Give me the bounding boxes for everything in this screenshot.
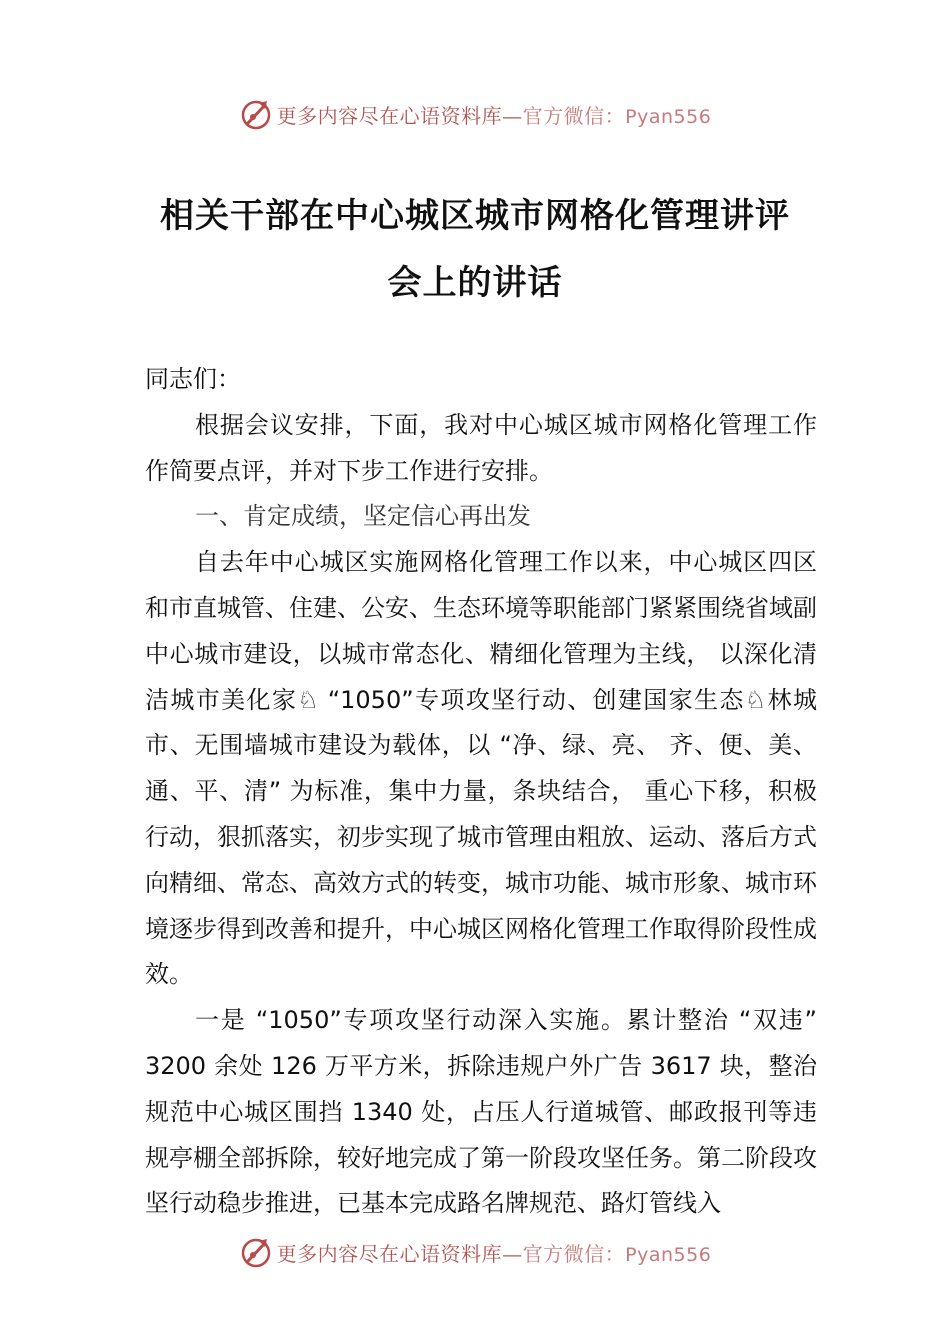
banner-dash: —: [502, 103, 523, 128]
banner-wechat-label: 官方微信：: [522, 103, 626, 128]
banner-text: [277, 1238, 712, 1267]
banner-wechat-label: 官方微信：: [522, 1241, 626, 1266]
banner-wechat-id: Pyan556: [625, 1243, 712, 1266]
banner-text: [277, 100, 712, 129]
salutation: 同志们：: [145, 365, 241, 393]
banner-dash: —: [502, 1241, 523, 1266]
paragraph-achievements: 自去年中心城区实施网格化管理工作以来，中心城区四区和市直城管、住建、公安、生态环境等职能部门紧紧围绕省域副中心城市建设，以城市常态化、精细化管理为主线， 以深化清洁城市美化家♘ “1050”专项攻坚行动、创建国家生态♘林城市、无围墙城市建设为载体，以 “净、绿、亮、 齐、便、美、通、平、清” 为标准，集中力量，条块结合， 重心下移，积极行动，狠抓落实，初步实现了城市管理由粗放、运动、落后方式向精细、常态、高效方式的转变，城市功能、城市形象、城市环境逐步得到改善和提升，中心城区网格化管理工作取得阶段性成效。: [145, 548, 817, 989]
brand-logo-icon: [239, 97, 273, 131]
banner-wechat-id: Pyan556: [625, 105, 712, 128]
document-title-line2: 会上的讲话: [387, 263, 563, 303]
banner-main-text: 更多内容尽在心语资料库: [276, 103, 503, 128]
section-heading-1: 一、肯定成绩，坚定信心再出发: [195, 502, 531, 531]
paragraph-1050-action: 一是 “1050”专项攻坚行动深入实施。累计整治 “双违” 3200 余处 126 万平方米，拆除违规户外广告 3617 块，整治规范中心城区围挡 1340 处，占压人行道城管、邮政报刊等违规亭棚全部拆除，较好地完成了第一阶段攻坚任务。第二阶段攻坚行动稳步推进，已基本完成路名牌规范、路灯管线入: [145, 1006, 817, 1218]
header-banner: [0, 94, 950, 134]
paragraph-intro: 根据会议安排，下面，我对中心城区城市网格化管理工作作简要点评，并对下步工作进行安排。: [145, 410, 817, 485]
brand-logo-icon: [239, 1235, 273, 1269]
document-body: [145, 357, 817, 1227]
banner-main-text: 更多内容尽在心语资料库: [276, 1241, 503, 1266]
footer-banner: [0, 1232, 950, 1272]
document-title-line1: 相关干部在中心城区城市网格化管理讲评: [160, 196, 790, 236]
